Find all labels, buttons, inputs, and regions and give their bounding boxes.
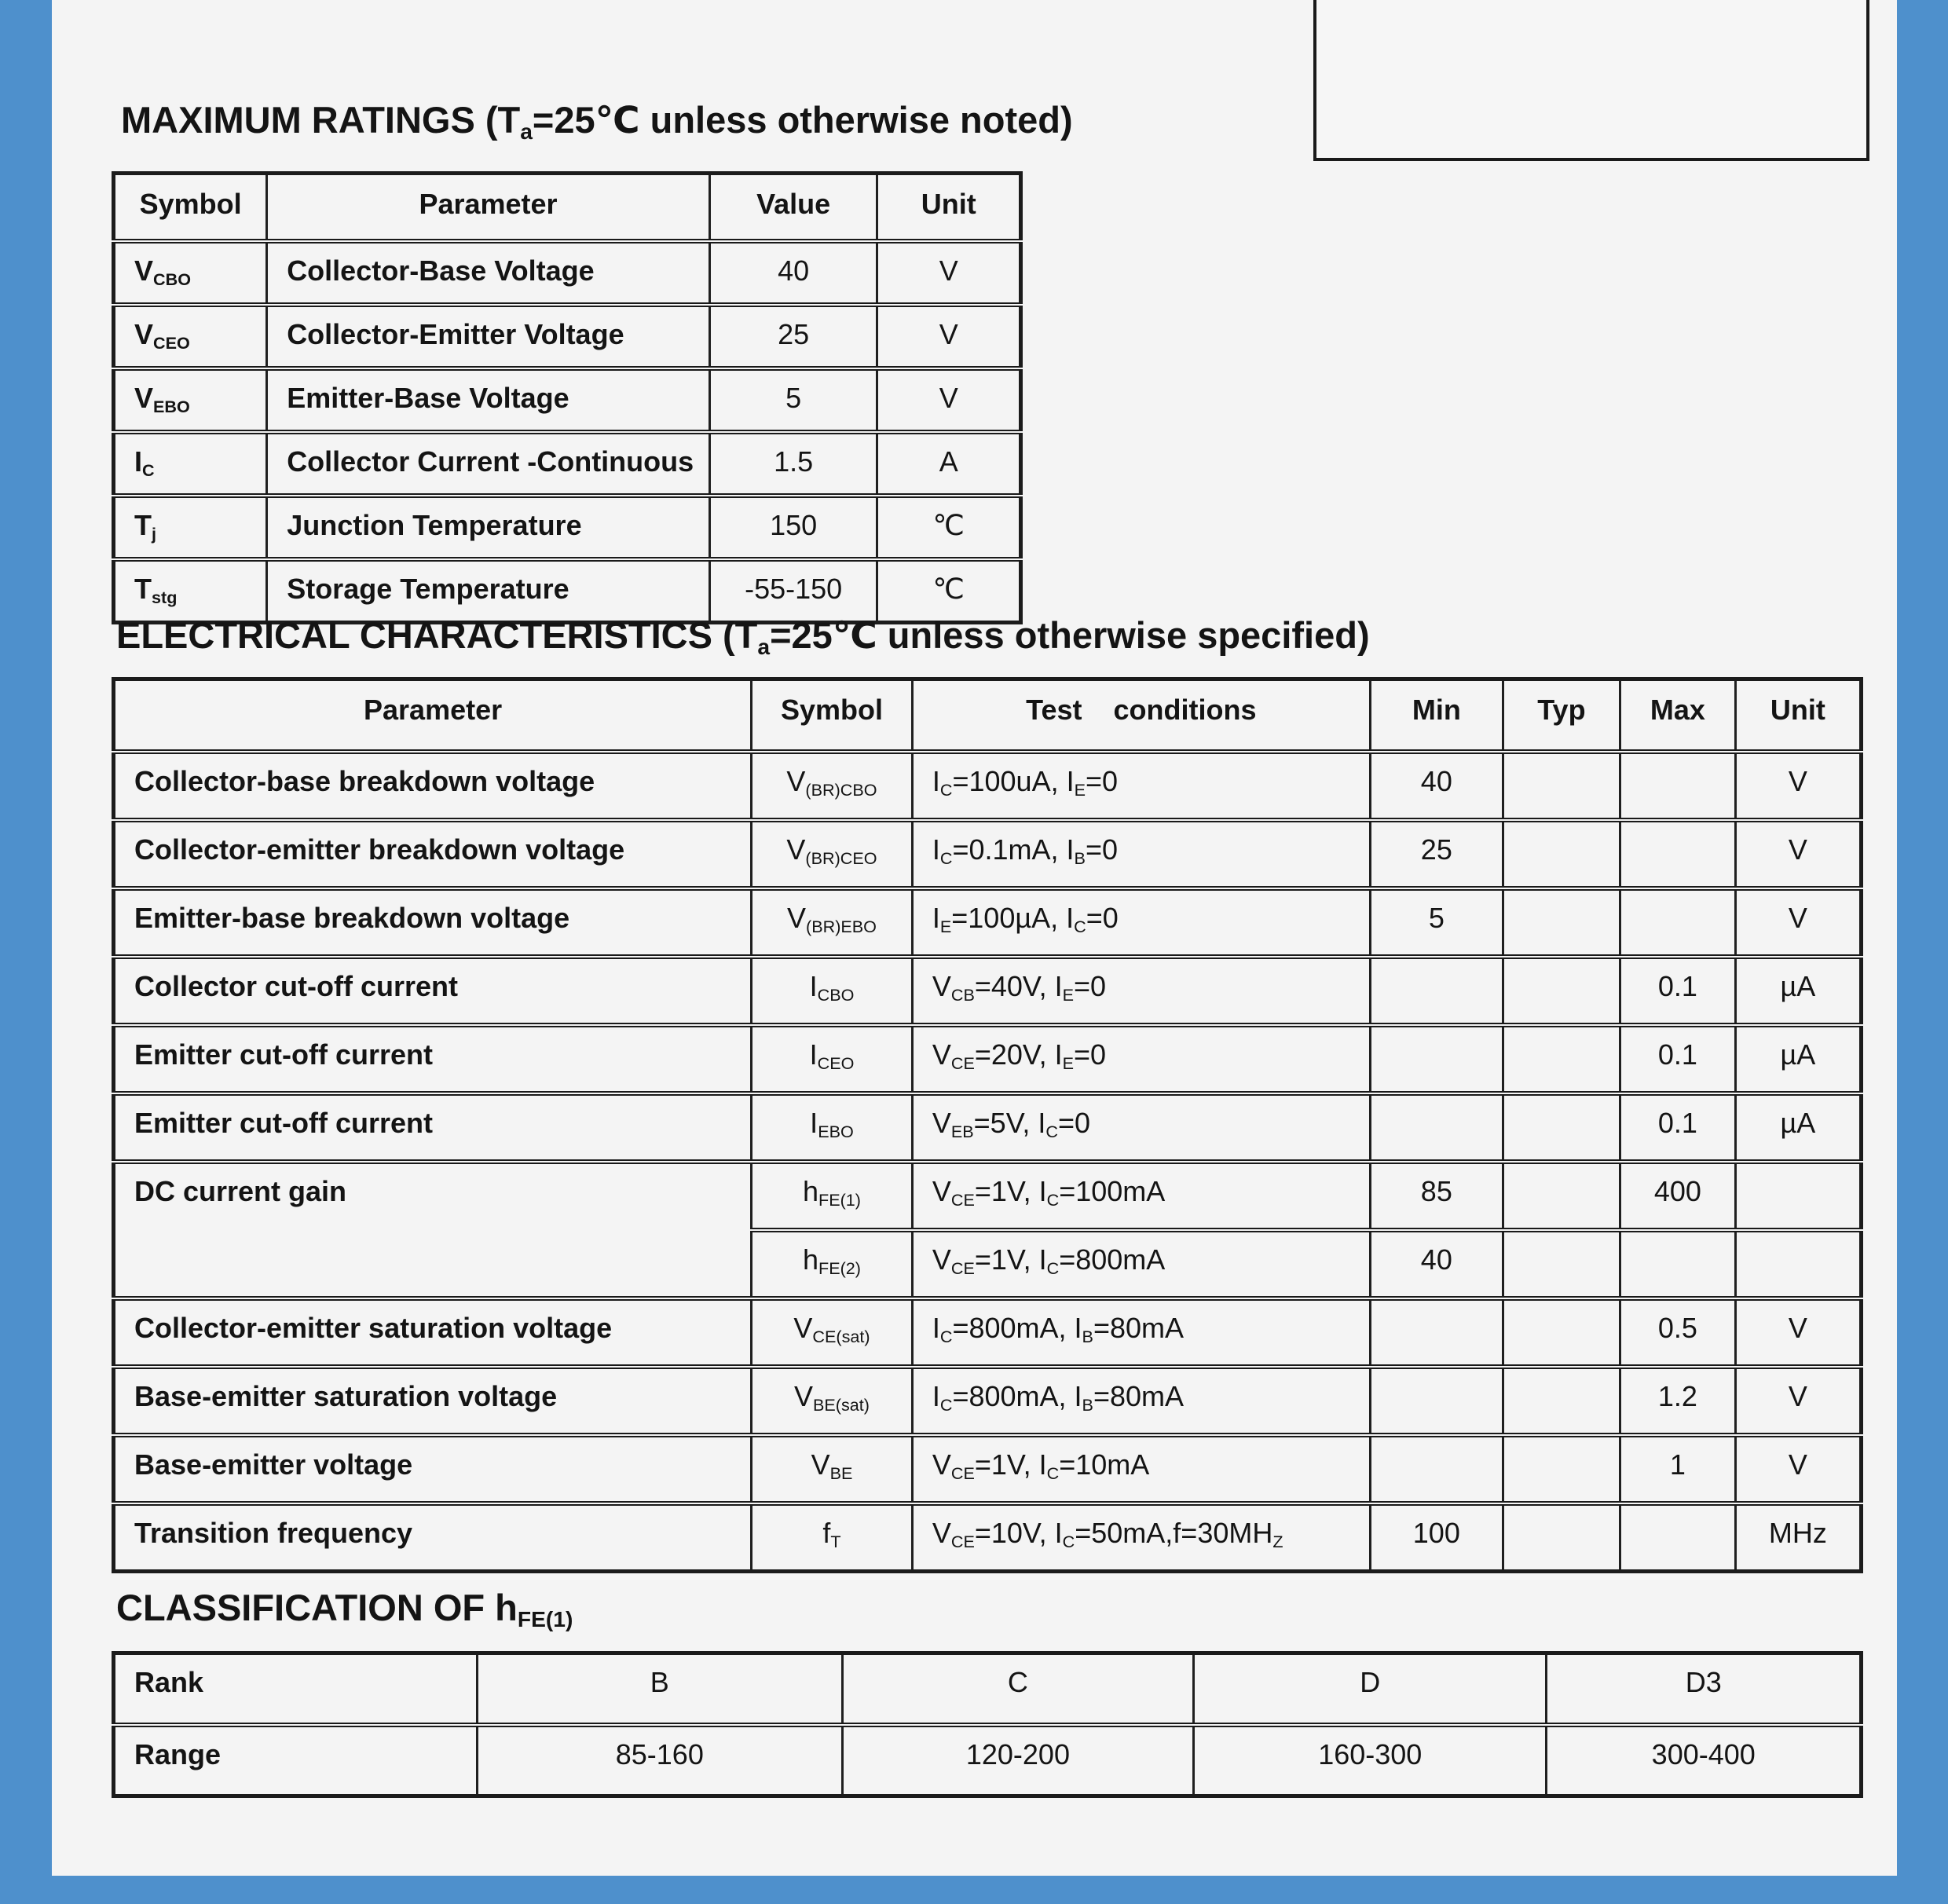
cell: $I_{CEO}$ bbox=[752, 1025, 913, 1093]
cell: Collector-emitter saturation voltage bbox=[114, 1298, 752, 1367]
cell: $I_E=100\mu A$, $I_C=0$ bbox=[912, 888, 1370, 957]
table-row bbox=[114, 1503, 1862, 1572]
cell: 40 bbox=[1370, 752, 1503, 820]
cell bbox=[1503, 957, 1620, 1025]
cell: 150 bbox=[709, 496, 877, 559]
cell: $I_C=800mA$, $I_B=80mA$ bbox=[912, 1367, 1370, 1435]
cell: $V_{CE}=20V$, $I_E=0$ bbox=[912, 1025, 1370, 1093]
cell: 85 bbox=[1370, 1162, 1503, 1230]
table-row bbox=[114, 241, 1021, 305]
cell: V bbox=[1735, 820, 1861, 888]
column-header: Unit bbox=[877, 174, 1021, 241]
cell bbox=[1503, 1435, 1620, 1503]
cell: µA bbox=[1735, 1093, 1861, 1162]
table-row bbox=[114, 496, 1021, 559]
column-header: Parameter bbox=[114, 679, 752, 752]
cell: $h_{FE(2)}$ bbox=[752, 1230, 913, 1298]
cell: 300-400 bbox=[1547, 1725, 1862, 1796]
cell: A bbox=[877, 432, 1021, 496]
table-row bbox=[114, 559, 1021, 623]
table-row bbox=[114, 1653, 1862, 1725]
cell: $f_T$ bbox=[752, 1503, 913, 1572]
hfe-classification-table bbox=[112, 1651, 1863, 1798]
cell: $V_{(BR)EBO}$ bbox=[752, 888, 913, 957]
cell: Range bbox=[114, 1725, 478, 1796]
cell: Emitter cut-off current bbox=[114, 1025, 752, 1093]
cell: ℃ bbox=[877, 559, 1021, 623]
cell: $V_{CE}=1V$, $I_C=800mA$ bbox=[912, 1230, 1370, 1298]
cell: $V_{CBO}$ bbox=[114, 241, 267, 305]
cell: $h_{FE(1)}$ bbox=[752, 1162, 913, 1230]
cell bbox=[1620, 820, 1735, 888]
cell: 85-160 bbox=[477, 1725, 842, 1796]
cell: 120-200 bbox=[842, 1725, 1193, 1796]
cell: D3 bbox=[1547, 1653, 1862, 1725]
cell: 1 bbox=[1620, 1435, 1735, 1503]
cell: $I_C=0.1mA$, $I_B=0$ bbox=[912, 820, 1370, 888]
cell: 100 bbox=[1370, 1503, 1503, 1572]
cell: $V_{EB}=5V$, $I_C=0$ bbox=[912, 1093, 1370, 1162]
cell: Emitter-Base Voltage bbox=[267, 368, 710, 432]
cell: Base-emitter saturation voltage bbox=[114, 1367, 752, 1435]
cell: 0.1 bbox=[1620, 1093, 1735, 1162]
cell bbox=[1735, 1162, 1861, 1230]
cell: $V_{BE(sat)}$ bbox=[752, 1367, 913, 1435]
cell: $V_{CB}=40V$, $I_E=0$ bbox=[912, 957, 1370, 1025]
cell: 160-300 bbox=[1194, 1725, 1547, 1796]
cell bbox=[1503, 752, 1620, 820]
cell: Base-emitter voltage bbox=[114, 1435, 752, 1503]
cell: Rank bbox=[114, 1653, 478, 1725]
cell: B bbox=[477, 1653, 842, 1725]
table-row bbox=[114, 368, 1021, 432]
electrical-characteristics-table bbox=[112, 677, 1863, 1573]
cell bbox=[1503, 1503, 1620, 1572]
column-header: Min bbox=[1370, 679, 1503, 752]
cell: 5 bbox=[1370, 888, 1503, 957]
cell: Collector Current -Continuous bbox=[267, 432, 710, 496]
cell bbox=[1503, 1162, 1620, 1230]
cell: $V_{EBO}$ bbox=[114, 368, 267, 432]
cell bbox=[1620, 1230, 1735, 1298]
cell bbox=[1370, 1298, 1503, 1367]
section-title-hfe-classification: CLASSIFICATION OF $h_{FE(1)}$ bbox=[116, 1587, 573, 1631]
column-header: Parameter bbox=[267, 174, 710, 241]
table-row bbox=[114, 820, 1862, 888]
cell: 40 bbox=[1370, 1230, 1503, 1298]
cell: V bbox=[1735, 752, 1861, 820]
table-row bbox=[114, 1162, 1862, 1230]
page bbox=[52, 0, 1897, 1876]
cell bbox=[1503, 888, 1620, 957]
cell bbox=[1503, 1093, 1620, 1162]
cell: V bbox=[1735, 1367, 1861, 1435]
cell bbox=[1370, 957, 1503, 1025]
cell bbox=[1370, 1093, 1503, 1162]
table-row bbox=[114, 752, 1862, 820]
table-row bbox=[114, 305, 1021, 368]
cell: Transition frequency bbox=[114, 1503, 752, 1572]
cell: Emitter cut-off current bbox=[114, 1093, 752, 1162]
cell: V bbox=[1735, 1435, 1861, 1503]
cell: $I_{EBO}$ bbox=[752, 1093, 913, 1162]
cell bbox=[1370, 1435, 1503, 1503]
cell: V bbox=[877, 241, 1021, 305]
cell bbox=[1503, 1230, 1620, 1298]
column-header: Value bbox=[709, 174, 877, 241]
cell: DC current gain bbox=[114, 1162, 752, 1298]
cell bbox=[1503, 1367, 1620, 1435]
cell: $V_{(BR)CBO}$ bbox=[752, 752, 913, 820]
cell: -55-150 bbox=[709, 559, 877, 623]
column-header: Symbol bbox=[752, 679, 913, 752]
cell: V bbox=[877, 305, 1021, 368]
cell: 5 bbox=[709, 368, 877, 432]
table-row bbox=[114, 432, 1021, 496]
cell: D bbox=[1194, 1653, 1547, 1725]
table-row bbox=[114, 1025, 1862, 1093]
column-header: Unit bbox=[1735, 679, 1861, 752]
cell bbox=[1370, 1367, 1503, 1435]
column-header: Symbol bbox=[114, 174, 267, 241]
cell bbox=[1620, 1503, 1735, 1572]
cell: Collector cut-off current bbox=[114, 957, 752, 1025]
cell: Storage Temperature bbox=[267, 559, 710, 623]
section-title-maximum-ratings: MAXIMUM RATINGS ($T_a=25℃$ unless otherwise noted) bbox=[121, 99, 1073, 144]
cell: V bbox=[877, 368, 1021, 432]
cell: 0.1 bbox=[1620, 957, 1735, 1025]
cell bbox=[1503, 1298, 1620, 1367]
cell: $V_{CE}=1V$, $I_C=10mA$ bbox=[912, 1435, 1370, 1503]
cell bbox=[1620, 752, 1735, 820]
table-row bbox=[114, 1725, 1862, 1796]
cell: V bbox=[1735, 1298, 1861, 1367]
cell: Junction Temperature bbox=[267, 496, 710, 559]
cell: MHz bbox=[1735, 1503, 1861, 1572]
cell: Collector-emitter breakdown voltage bbox=[114, 820, 752, 888]
cell: $V_{CEO}$ bbox=[114, 305, 267, 368]
cell: $V_{BE}$ bbox=[752, 1435, 913, 1503]
column-header: Max bbox=[1620, 679, 1735, 752]
cell bbox=[1735, 1230, 1861, 1298]
cell bbox=[1370, 1025, 1503, 1093]
column-header: Test conditions bbox=[912, 679, 1370, 752]
cell: 0.5 bbox=[1620, 1298, 1735, 1367]
cell: $I_C=800mA$, $I_B=80mA$ bbox=[912, 1298, 1370, 1367]
cell: µA bbox=[1735, 1025, 1861, 1093]
cell: 25 bbox=[709, 305, 877, 368]
cell: $I_C=100uA$, $I_E=0$ bbox=[912, 752, 1370, 820]
cell: $V_{(BR)CEO}$ bbox=[752, 820, 913, 888]
cell: 1.5 bbox=[709, 432, 877, 496]
cell: 400 bbox=[1620, 1162, 1735, 1230]
cell: $V_{CE(sat)}$ bbox=[752, 1298, 913, 1367]
column-header: Typ bbox=[1503, 679, 1620, 752]
cell: 25 bbox=[1370, 820, 1503, 888]
cell: Emitter-base breakdown voltage bbox=[114, 888, 752, 957]
cell: C bbox=[842, 1653, 1193, 1725]
table-row bbox=[114, 1435, 1862, 1503]
cell bbox=[1620, 888, 1735, 957]
cell: µA bbox=[1735, 957, 1861, 1025]
table-row bbox=[114, 957, 1862, 1025]
part-number-box bbox=[1313, 0, 1869, 161]
table-row bbox=[114, 1298, 1862, 1367]
cell: ℃ bbox=[877, 496, 1021, 559]
cell: $I_{CBO}$ bbox=[752, 957, 913, 1025]
cell: 0.1 bbox=[1620, 1025, 1735, 1093]
section-title-electrical-characteristics: ELECTRICAL CHARACTERISTICS ($T_a=25℃$ unless otherwise specified) bbox=[116, 614, 1370, 659]
cell: $I_C$ bbox=[114, 432, 267, 496]
cell bbox=[1503, 1025, 1620, 1093]
max-ratings-table bbox=[112, 171, 1023, 624]
cell: $T_{stg}$ bbox=[114, 559, 267, 623]
cell bbox=[1503, 820, 1620, 888]
cell: 1.2 bbox=[1620, 1367, 1735, 1435]
cell: Collector-Base Voltage bbox=[267, 241, 710, 305]
cell: $V_{CE}=10V$, $I_C=50mA,f=30MH_Z$ bbox=[912, 1503, 1370, 1572]
cell: $T_j$ bbox=[114, 496, 267, 559]
cell: 40 bbox=[709, 241, 877, 305]
table-row bbox=[114, 888, 1862, 957]
table-row bbox=[114, 1367, 1862, 1435]
table-row bbox=[114, 1093, 1862, 1162]
cell: V bbox=[1735, 888, 1861, 957]
cell: Collector-base breakdown voltage bbox=[114, 752, 752, 820]
cell: $V_{CE}=1V$, $I_C=100mA$ bbox=[912, 1162, 1370, 1230]
cell: Collector-Emitter Voltage bbox=[267, 305, 710, 368]
